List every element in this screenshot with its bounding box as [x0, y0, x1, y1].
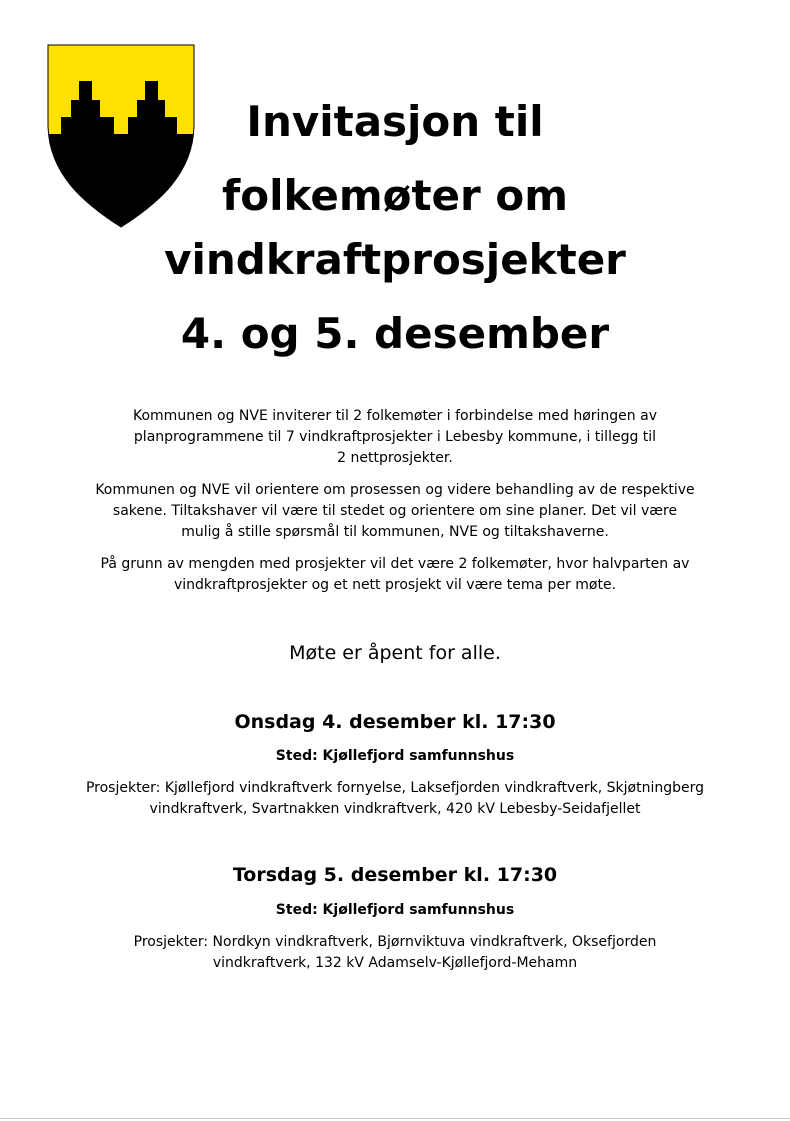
intro-paragraph-2: Kommunen og NVE vil orientere om prosessen og videre behandling av de respektive sakene. Tiltakshaver vil være til stedet og orientere om sine planer. Det vil være mulig å stille spørsmål til kommunen, NVE og tiltakshaverne.: [95, 482, 695, 540]
title-line-1: Invitasjon til: [246, 97, 544, 146]
page-bottom-divider: [0, 1118, 790, 1119]
intro-paragraph-3: På grunn av mengden med prosjekter vil det være 2 folkemøter, hvor halvparten av vindkraftprosjekter og et nett prosjekt vil være tema per møte.: [100, 556, 690, 593]
title-line-3: vindkraftprosjekter: [164, 235, 626, 284]
meeting-2-place: Sted: Kjøllefjord samfunnshus: [275, 902, 515, 918]
intro-paragraph-1: Kommunen og NVE inviterer til 2 folkemøter i forbindelse med høringen av planprogrammene til 7 vindkraftprosjekter i Lebesby kommune, i tillegg til 2 nettprosjekter.: [133, 408, 657, 466]
meeting-1-place: Sted: Kjøllefjord samfunnshus: [275, 748, 515, 764]
title-dates: 4. og 5. desember: [180, 309, 610, 358]
meeting-1-projects: Prosjekter: Kjøllefjord vindkraftverk fornyelse, Laksefjorden vindkraftverk, Skjøtningberg vindkraftverk, Svartnakken vindkraftverk, 420 kV Lebesby-Seidafjellet: [85, 780, 705, 817]
meeting-2-projects: Prosjekter: Nordkyn vindkraftverk, Bjørnviktuva vindkraftverk, Oksefjorden vindkraftverk, 132 kV Adamselv-Kjøllefjord-Mehamn: [133, 934, 657, 971]
open-for-all-notice: Møte er åpent for alle.: [289, 642, 501, 664]
title-line-2: folkemøter om: [222, 171, 568, 220]
meeting-2-title: Torsdag 5. desember kl. 17:30: [232, 864, 558, 886]
meeting-1-title: Onsdag 4. desember kl. 17:30: [234, 711, 556, 733]
